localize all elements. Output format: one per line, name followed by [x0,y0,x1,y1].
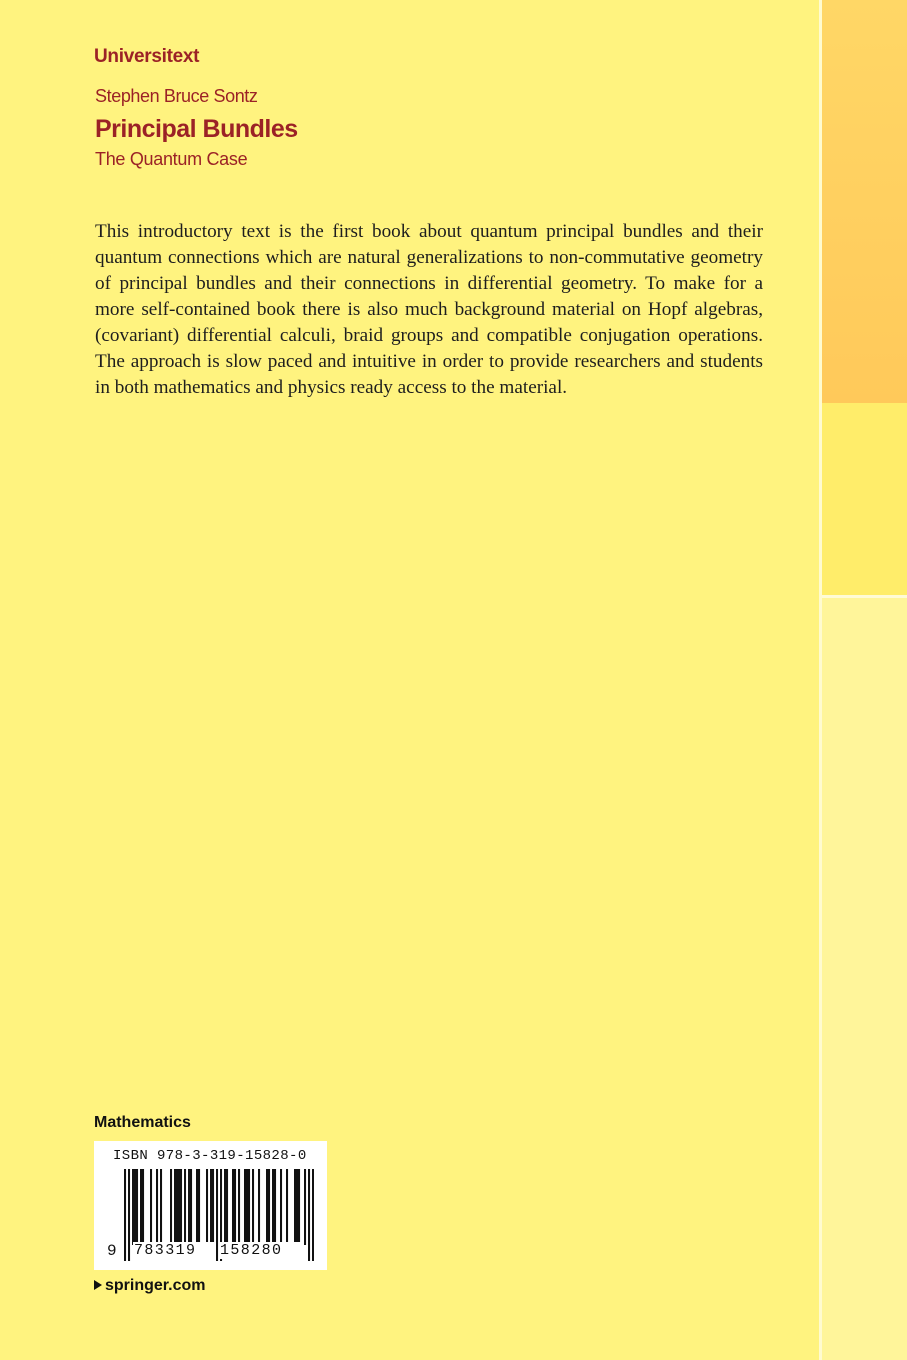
isbn-label: ISBN 978-3-319-15828-0 [113,1148,307,1164]
ean-first-digit: 9 [107,1242,117,1260]
barcode-bar [198,1169,200,1245]
arrow-right-icon [94,1280,102,1290]
book-subtitle: The Quantum Case [95,149,248,169]
barcode-bar [238,1169,240,1245]
barcode-bar [258,1169,260,1245]
series-name: Universitext [94,46,200,67]
barcode-bar [174,1169,176,1245]
barcode-bar [274,1169,276,1245]
color-stripe-top [822,0,907,403]
barcode-bar [132,1169,134,1245]
barcode-bar [184,1169,186,1245]
ean-right-digits: 158280 [219,1242,303,1259]
barcode-bar [280,1169,282,1245]
barcode-bar [142,1169,144,1245]
barcode-bar [188,1169,190,1245]
barcode-bar [128,1169,130,1261]
barcode-bar [210,1169,212,1245]
barcode-bar [226,1169,228,1245]
barcode-bar [206,1169,208,1245]
barcode-bar [266,1169,268,1245]
barcode-bar [296,1169,298,1245]
barcode-bar [224,1169,226,1245]
color-stripe-bottom [822,598,907,1360]
color-stripe-middle [822,403,907,595]
barcode-bar [312,1169,314,1261]
barcode-bar [170,1169,172,1245]
barcode-bar [304,1169,306,1245]
barcode-bar [140,1169,142,1245]
isbn-barcode [94,1141,327,1270]
barcode-bar [134,1169,136,1245]
website-label: springer.com [105,1277,206,1294]
barcode-bar [234,1169,236,1245]
barcode-bar [246,1169,248,1245]
barcode-bar [308,1169,310,1261]
barcode-bar [212,1169,214,1245]
barcode-bar [150,1169,152,1245]
barcode-bar [178,1169,180,1245]
barcode-bar [216,1169,218,1261]
barcode-bar [248,1169,250,1245]
barcode-bar [160,1169,162,1245]
barcode-bar [244,1169,246,1245]
barcode-bar [252,1169,254,1245]
barcode-bar [124,1169,126,1261]
book-title: Principal Bundles [95,115,298,143]
barcode-bar [136,1169,138,1245]
barcode-bar [294,1169,296,1245]
barcode-bar [156,1169,158,1245]
publisher-website[interactable] [94,1277,205,1295]
book-description: This introductory text is the first book about quantum principal bundles and their quantum connections which are natural generalizations to non-commutative geometry of principal bundles and their connections in differential geometry. To make for a more self-contained book there is also much background material on Hopf algebras, (covariant) differential calculi, braid groups and compatible conjugation operations. The approach is slow paced and intuitive in order to provide researchers and students in both mathematics and physics ready access to the material. [95,221,763,398]
barcode-bar [272,1169,274,1245]
barcode-bar [286,1169,288,1245]
barcode-bar [180,1169,182,1245]
barcode-bar [232,1169,234,1245]
author-name: Stephen Bruce Sontz [95,86,258,106]
barcode-bar [298,1169,300,1245]
barcode-bar [190,1169,192,1245]
subject-category: Mathematics [94,1114,191,1131]
barcode-bar [268,1169,270,1245]
ean-left-digits: 783319 [133,1242,215,1259]
barcode-bar [196,1169,198,1245]
barcode-bar [176,1169,178,1245]
